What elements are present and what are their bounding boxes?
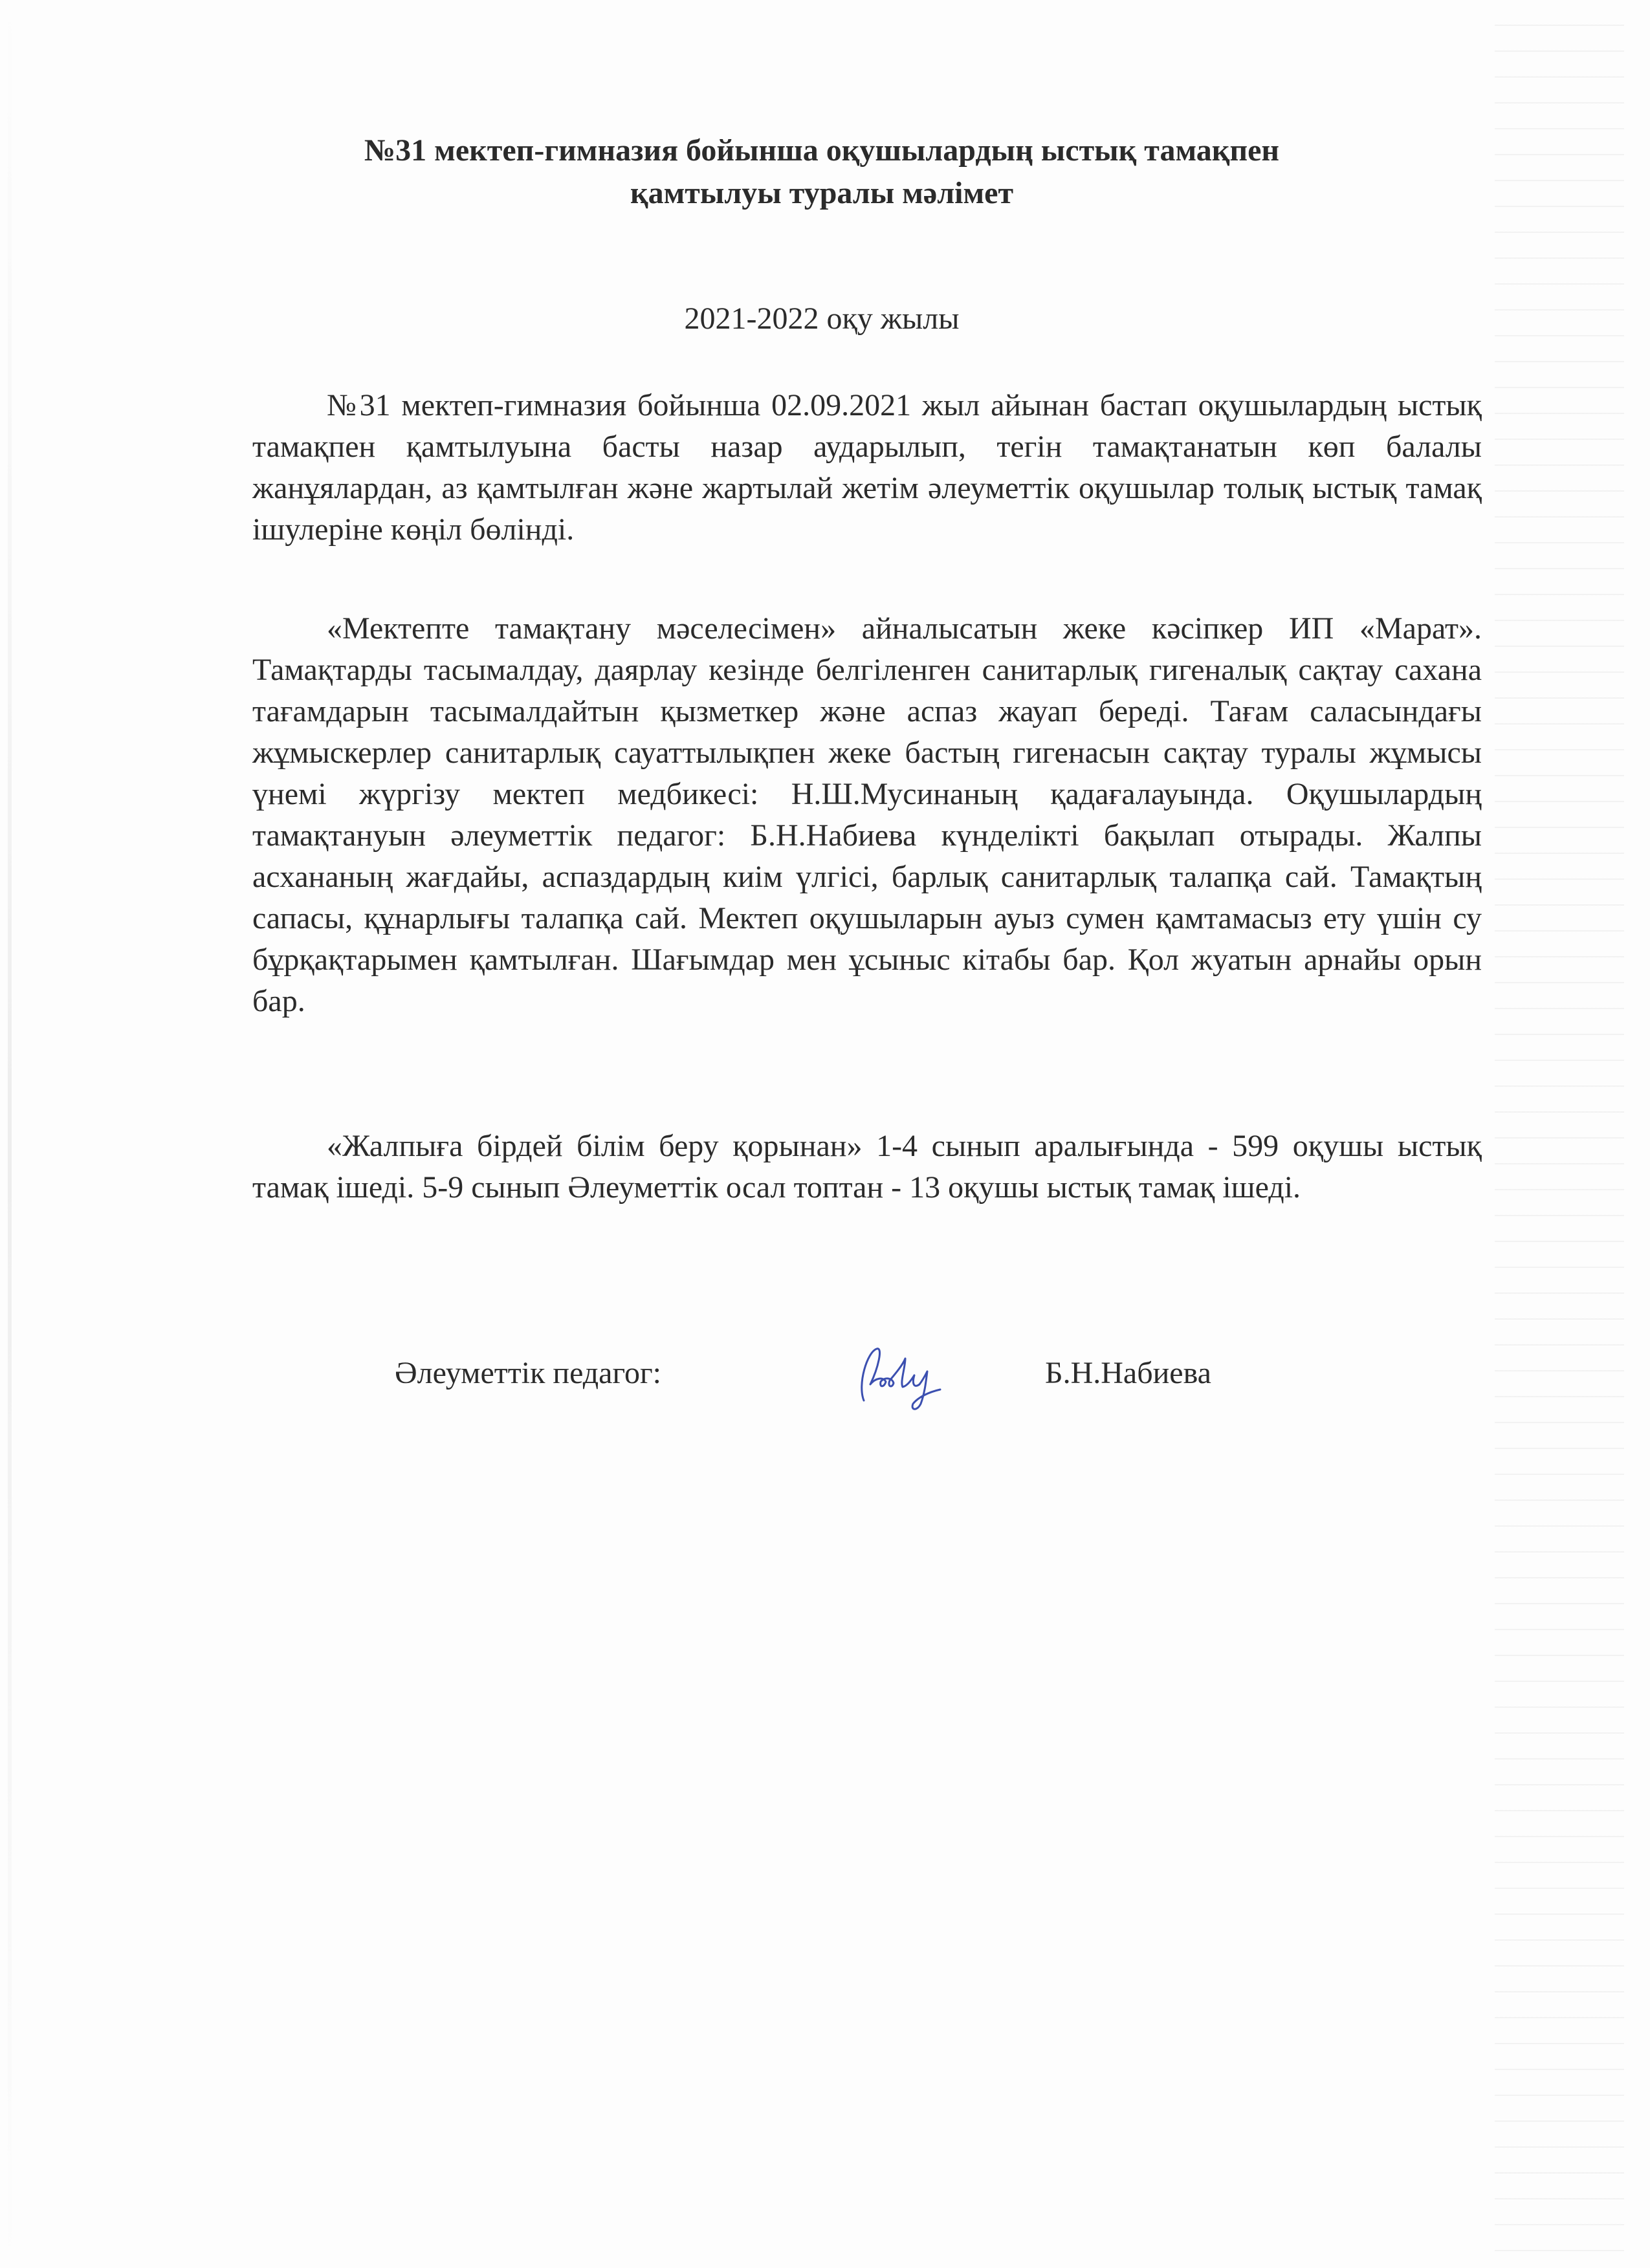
academic-year: 2021-2022 оқу жылы [684,301,960,336]
scan-bleed-through [1495,0,1624,2268]
title-line-1: №31 мектеп-гимназия бойынша оқушылардың ыстық тамақпен [364,133,1280,168]
paragraph-3: «Жалпыға бірдей білім беру қорынан» 1-4 сынып аралығында - 599 оқушы ыстық тамақ ішеді. 5-9 сынып Әлеуметтік осал топтан - 13 оқушы ыстық тамақ ішеді. [252,1129,1482,1205]
handwritten-signature [838,1339,967,1417]
signatory-role: Әлеуметтік педагог: [395,1356,661,1390]
scan-edge-mark [8,0,12,2268]
paragraph-2: «Мектепте тамақтану мәселесімен» айналысатын жеке кәсіпкер ИП «Марат». Тамақтарды тасымалдау, даярлау кезінде белгіленген санитарлық гигеналық сақтау сахана тағамдарын тасымалдайтын қызметкер және аспаз жауап береді. Тағам саласындағы жұмыскерлер санитарлық сауаттылықпен жеке бастың гигенасын сақтау туралы жұмысы үнемі жүргізу мектеп медбикесі: Н.Ш.Мусинаның қадағалауында. Оқушылардың тамақтануын әлеуметтік педагог: Б.Н.Набиева күнделікті бақылап отырады. Жалпы асхананың жағдайы, аспаздардың киім үлгісі, барлық санитарлық талапқа сай. Тамақтың сапасы, құнарлығы талапқа сай. Мектеп оқушыларын ауыз сумен қамтамасыз ету үшін су бұрқақтарымен қамтылған. Шағымдар мен ұсыныс кітабы бар. Қол жуатын арнайы орын бар. [252,611,1482,1018]
document-title [252,129,1391,215]
signatory-name: Б.Н.Набиева [1045,1356,1211,1390]
paragraph-1: №31 мектеп-гимназия бойынша 02.09.2021 жыл айынан бастап оқушылардың ыстық тамақпен қамтылуына басты назар аударылып, тегін тамақтанатын көп балалы жанұялардан, аз қамтылған және жартылай жетім әлеуметтік оқушылар толық ыстық тамақ ішулеріне көңіл бөлінді. [252,388,1482,547]
signature-block [252,1339,1482,1417]
title-line-2: қамтылуы туралы мәлімет [630,176,1014,210]
